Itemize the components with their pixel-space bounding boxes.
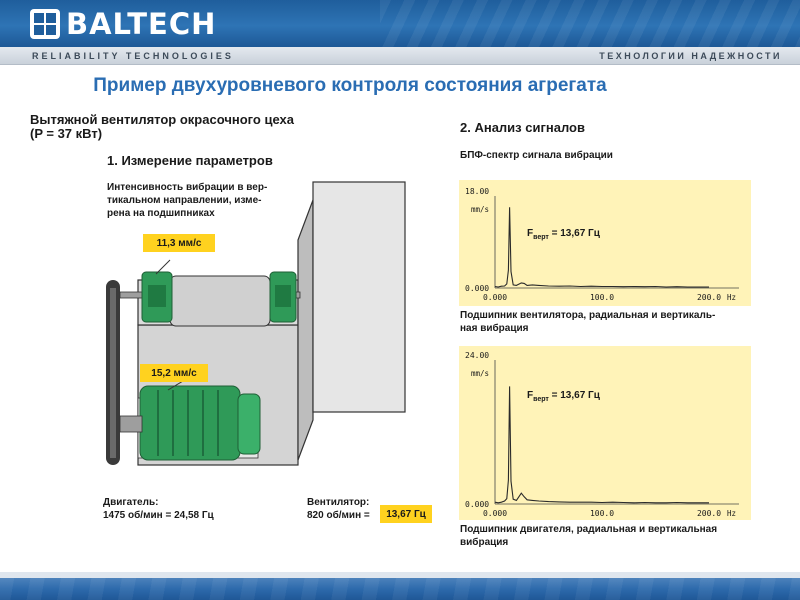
fan-bearing-spectrum-chart [459,180,751,306]
fan-bearing-value-badge: 11,3 мм/с [143,234,215,252]
description-line-1: Интенсивность вибрации в вер- [107,182,268,193]
fan-frequency-highlight: 13,67 Гц [380,505,432,523]
peak-frequency-annotation: $F_{верт} = 13,67$ Гц [527,228,600,241]
tagline-bar [0,47,800,65]
fan-unit-illustration [98,180,410,480]
y-tick-label-max: 24.00 [465,351,490,360]
analysis-heading: 2. Анализ сигналов [460,120,585,135]
header-decoration [380,0,800,47]
x-tick-label-1: 100.0 [589,509,615,518]
logo-text: BALTECH [66,7,217,41]
unit-title-line-1: Вытяжной вентилятор окрасочного цеха [30,112,294,127]
fan-bearing-right [270,272,296,322]
description-line-3: рена на подшипниках [107,208,215,219]
measurement-heading: 1. Измерение параметров [107,153,273,168]
description-line-2: тикальном направлении, изме- [107,195,262,206]
y-axis-unit-label: mm/s [471,205,490,214]
spectrum-title: БПФ-спектр сигнала вибрации [460,150,613,161]
x-axis-unit-label: Hz [727,509,737,518]
spectrum-series-line-0 [495,386,709,502]
tagline-right: ТЕХНОЛОГИИ НАДЕЖНОСТИ [599,51,782,61]
fan-label: Вентилятор: [307,497,370,508]
slide-title: Пример двухуровневого контроля состояния агрегата [93,75,607,96]
x-axis-unit-label: Hz [727,293,737,302]
electric-motor [120,386,260,460]
tagline-left: RELIABILITY TECHNOLOGIES [32,51,234,61]
motor-speed: 1475 об/мин = 24,58 Гц [103,510,214,521]
caption-fan-line-1: Подшипник вентилятора, радиальная и вертикаль- [460,310,716,321]
y-tick-label-max: 18.00 [465,187,490,196]
x-tick-label-0: 0.000 [482,293,508,302]
caption-motor-line-1: Подшипник двигателя, радиальная и вертикальная [460,524,718,535]
peak-frequency-annotation: $F_{верт} = 13,67$ Гц [527,390,600,403]
fan-speed: 820 об/мин = [307,510,370,521]
y-axis-unit-label: mm/s [471,369,490,378]
motor-bearing-spectrum-chart [459,346,751,520]
x-tick-label-0: 0.000 [482,509,508,518]
x-tick-label-2: 200.0 [696,293,722,302]
y-tick-label-zero: 0.000 [465,284,490,293]
x-tick-label-2: 200.0 [696,509,722,518]
motor-bearing-value-badge: 15,2 мм/с [140,364,208,382]
header-bar [0,0,800,47]
footer-bar [0,572,800,600]
x-tick-label-1: 100.0 [589,293,615,302]
caption-motor-line-2: вибрация [460,537,509,548]
caption-fan-line-2: ная вибрация [460,323,529,334]
baltech-logo-icon [30,9,60,39]
spectrum-panel-motor [459,346,751,520]
unit-title-line-2: (P = 37 кВт) [30,126,103,141]
y-tick-label-zero: 0.000 [465,500,490,509]
spectrum-series-line-0 [495,207,709,287]
fan-bearing-left [142,272,172,322]
spectrum-panel-fan [459,180,751,306]
motor-label: Двигатель: [103,497,159,508]
footer-decoration [0,578,800,600]
